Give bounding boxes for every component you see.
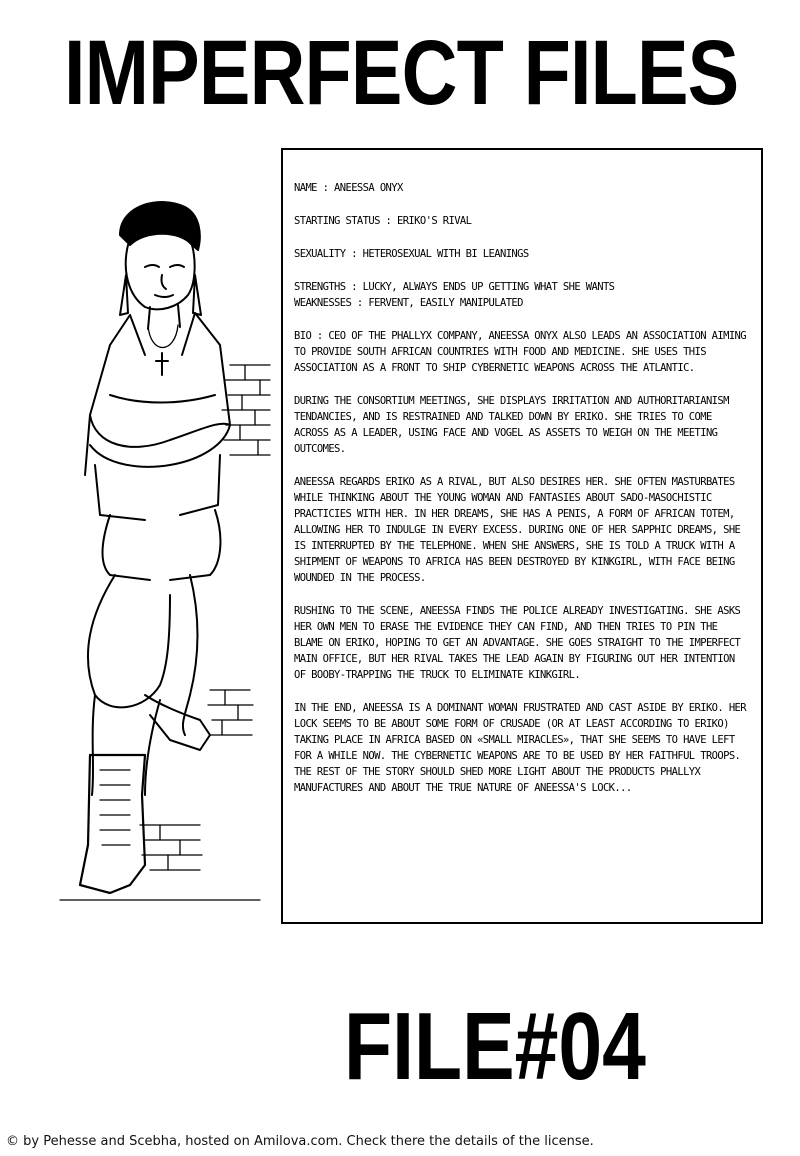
profile-sexuality: SEXUALITY : HETEROSEXUAL WITH BI LEANINGS: [294, 248, 529, 260]
profile-bio-paragraph: RUSHING TO THE SCENE, ANEESSA FINDS THE POLICE ALREADY INVESTIGATING. SHE ASKS HER OWN MEN TO ERASE THE EVIDENCE THEY CAN FIND, AND THEN TRIES TO PIN THE BLAME ON ERIKO, HOPING TO GET AN ADVANTAGE. SHE GOES STRAIGHT TO THE IMPERFECT MAIN OFFICE, BUT HER RIVAL TAKES THE LEAD AGAIN BY FIGURING OUT HER INTENTION OF BOOBY-TRAPPING THE TRUCK TO ELIMINATE KINKGIRL.: [294, 605, 741, 681]
profile-name: NAME : ANEESSA ONYX: [294, 182, 403, 194]
profile-starting-status: STARTING STATUS : ERIKO'S RIVAL: [294, 215, 472, 227]
profile-strengths: STRENGTHS : LUCKY, ALWAYS ENDS UP GETTING WHAT SHE WANTS: [294, 281, 615, 293]
character-profile: [281, 148, 763, 924]
character-illustration: [50, 195, 285, 910]
file-number: FILE#04: [344, 993, 646, 1100]
copyright-notice: © by Pehesse and Scebha, hosted on Amilova.com. Check there the details of the license.: [6, 1134, 594, 1149]
profile-bio-paragraph: BIO : CEO OF THE PHALLYX COMPANY, ANEESSA ONYX ALSO LEADS AN ASSOCIATION AIMING TO PROVIDE SOUTH AFRICAN COUNTRIES WITH FOOD AND MEDICINE. SHE USES THIS ASSOCIATION AS A FRONT TO SHIP CYBERNETIC WEAPONS ACROSS THE ATLANTIC.: [294, 330, 747, 374]
profile-bio-paragraph: THE REST OF THE STORY SHOULD SHED MORE LIGHT ABOUT THE PRODUCTS PHALLYX MANUFACTURES AND ABOUT THE TRUE NATURE OF ANEESSA'S LOCK...: [294, 766, 701, 794]
profile-weaknesses: WEAKNESSES : FERVENT, EASILY MANIPULATED: [294, 297, 523, 309]
profile-bio-paragraph: DURING THE CONSORTIUM MEETINGS, SHE DISPLAYS IRRITATION AND AUTHORITARIANISM TENDANCIES, AND IS RESTRAINED AND TALKED DOWN BY ERIKO. SHE TRIES TO COME ACROSS AS A LEADER, USING FACE AND VOGEL AS ASSETS TO WEIGH ON THE MEETING OUTCOMES.: [294, 395, 729, 455]
profile-bio-paragraph: ANEESSA REGARDS ERIKO AS A RIVAL, BUT ALSO DESIRES HER. SHE OFTEN MASTURBATES WHILE THINKING ABOUT THE YOUNG WOMAN AND FANTASIES ABOUT SADO-MASOCHISTIC PRACTICIES WITH HER. IN HER DREAMS, SHE HAS A PENIS, A FORM OF AFRICAN TOTEM, ALLOWING HER TO INDULGE IN EVERY EXCESS. DURING ONE OF HER SAPPHIC DREAMS, SHE IS INTERRUPTED BY THE TELEPHONE. WHEN SHE ANSWERS, SHE IS TOLD A TRUCK WITH A SHIPMENT OF WEAPONS TO AFRICA HAS BEEN DESTROYED BY KINKGIRL, WITH FACE BEING WOUNDED IN THE PROCESS.: [294, 476, 741, 584]
page-title: IMPERFECT FILES: [64, 22, 739, 124]
profile-bio-paragraph: IN THE END, ANEESSA IS A DOMINANT WOMAN FRUSTRATED AND CAST ASIDE BY ERIKO. HER LOCK SEEMS TO BE ABOUT SOME FORM OF CRUSADE (OR AT LEAST ACCORDING TO ERIKO) TAKING PLACE IN AFRICA BASED ON «SMALL MIRACLES», THAT SHE SEEMS TO HAVE LEFT FOR A WHILE NOW. THE CYBERNETIC WEAPONS ARE TO BE USED BY HER FAITHFUL TROOPS.: [294, 702, 747, 762]
